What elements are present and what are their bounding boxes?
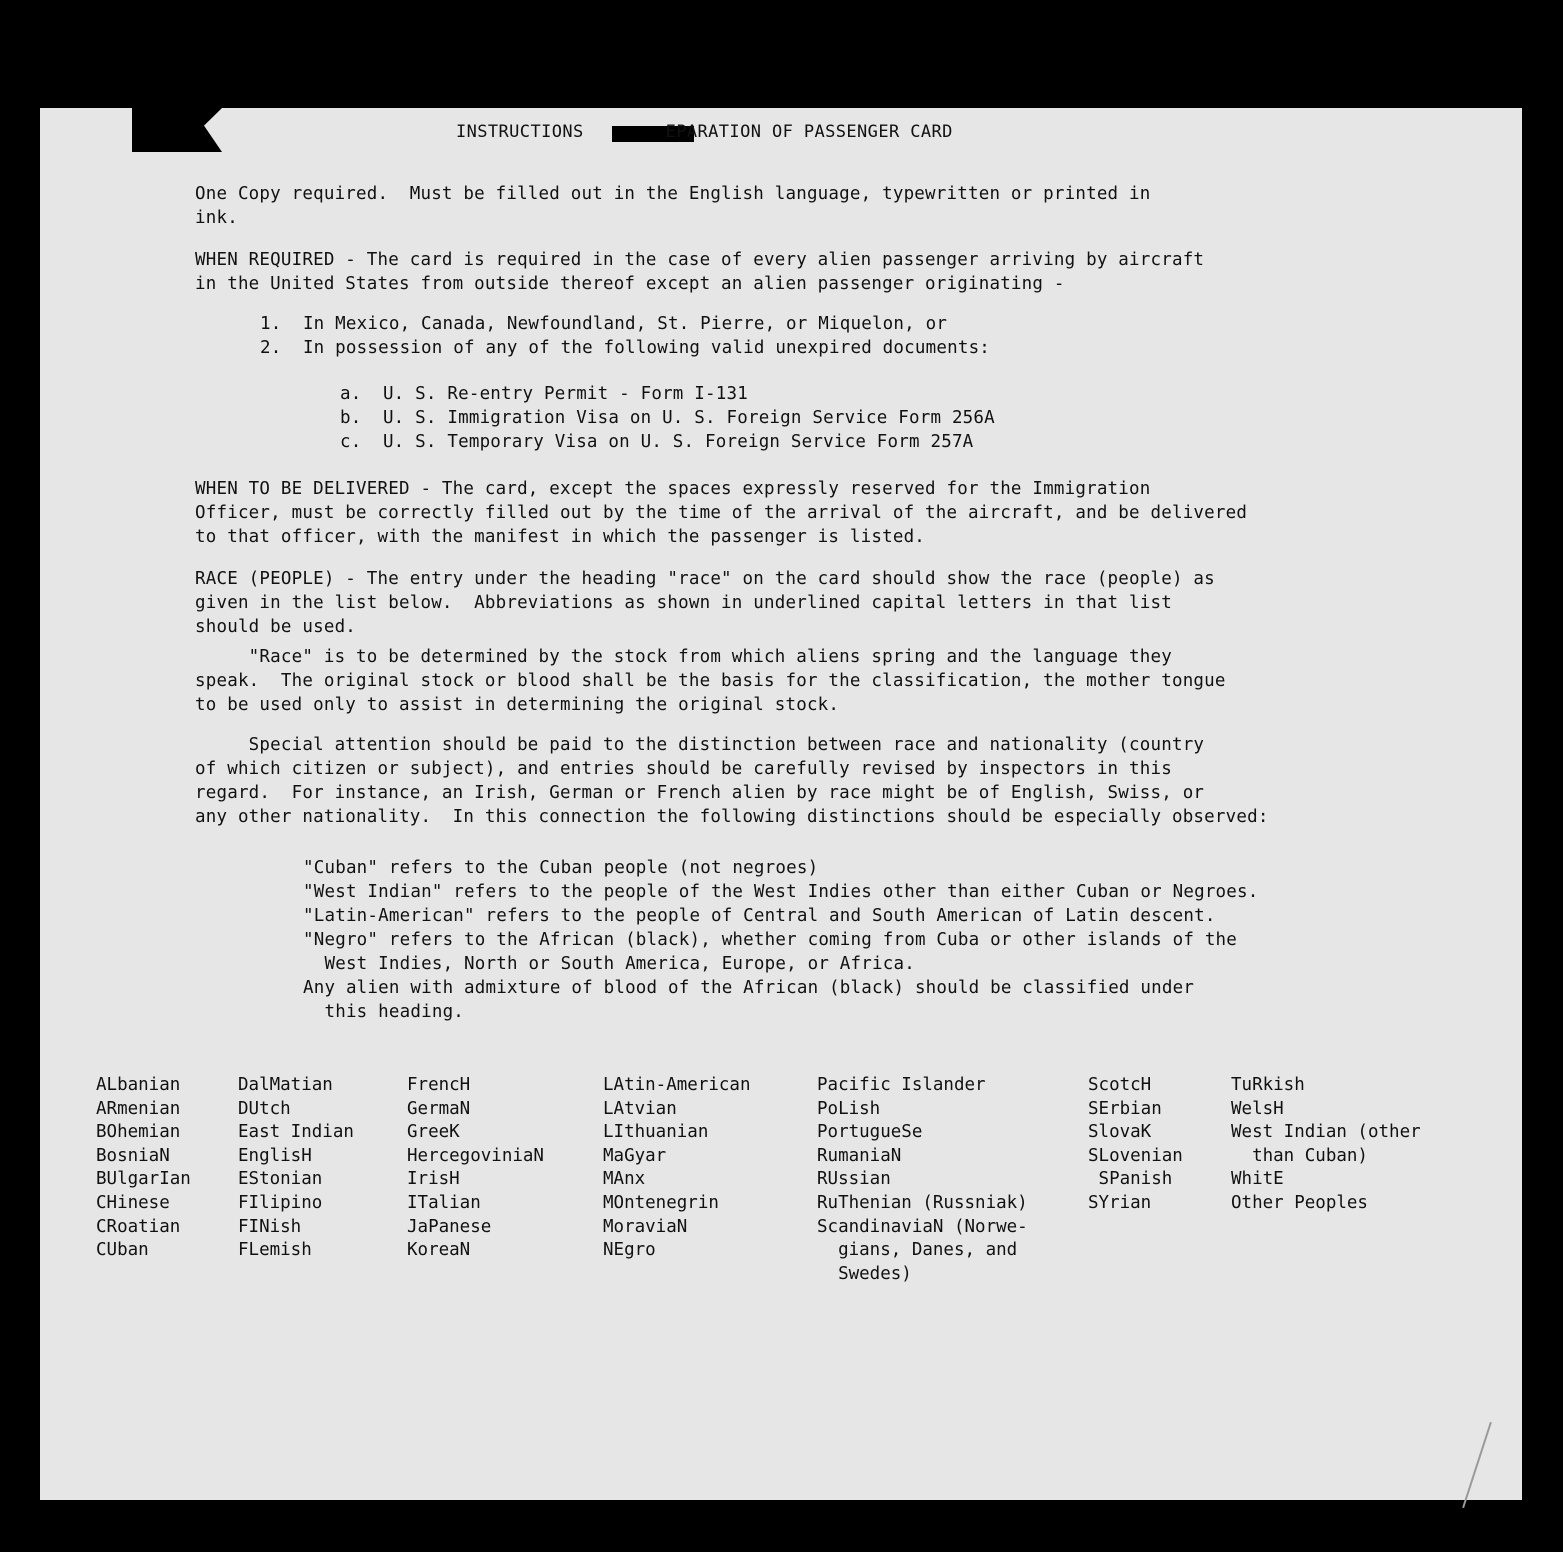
race-item: SYrian: [1088, 1192, 1152, 1213]
race-item: FINish: [238, 1216, 302, 1237]
race-item: HercegoviniaN: [407, 1145, 544, 1166]
race-column-3: [407, 1074, 544, 1263]
race-item: GreeK: [407, 1122, 460, 1143]
race-item: JaPanese: [407, 1216, 492, 1237]
race-item: BUlgarIan: [96, 1169, 191, 1190]
race-item: Pacific Islander: [817, 1075, 986, 1095]
race-column-4: [603, 1074, 751, 1263]
race-item: DUtch: [238, 1098, 291, 1119]
race-item: EStonian: [238, 1169, 323, 1190]
when-delivered-paragraph: WHEN TO BE DELIVERED - The card, except the spaces expressly reserved for the Immigration Officer, must be correctly filled out by the time of the arrival of the aircraft, and be delivered to that officer, with the manifest in which the passenger is listed.: [195, 479, 1248, 547]
race-item: RumaniaN: [817, 1145, 902, 1166]
race-item: FLemish: [238, 1240, 312, 1261]
race-item: ALbanian: [96, 1075, 181, 1095]
race-item: ScotcH: [1088, 1075, 1152, 1095]
race-item: LIthuanian: [603, 1122, 709, 1143]
race-item: MOntenegrin: [603, 1192, 719, 1213]
race-item: RUssian: [817, 1169, 891, 1190]
race-item: MaGyar: [603, 1145, 667, 1166]
race-item: ARmenian: [96, 1098, 181, 1119]
race-item: CHinese: [96, 1192, 170, 1213]
exceptions-list: 1. In Mexico, Canada, Newfoundland, St. Pierre, or Miquelon, or 2. In possession of any of the following valid unexpired documents:: [260, 314, 991, 358]
race-paragraph: RACE (PEOPLE) - The entry under the heading "race" on the card should show the race (people) as given in the list below. Abbreviations as shown in underlined capital letters in that list should be used.: [195, 569, 1215, 637]
race-item: WelsH: [1231, 1098, 1284, 1119]
race-item: BOhemian: [96, 1122, 181, 1143]
race-item: LAtin-American: [603, 1075, 751, 1095]
race-item: FrencH: [407, 1075, 471, 1095]
race-item: IrisH: [407, 1169, 460, 1190]
race-column-7: [1231, 1074, 1421, 1216]
race-item: EnglisH: [238, 1145, 312, 1166]
race-column-6: [1088, 1074, 1183, 1216]
race-item: CUban: [96, 1240, 149, 1261]
race-item: LAtvian: [603, 1098, 677, 1119]
race-item: West Indian (other: [1231, 1122, 1421, 1143]
race-item: WhitE: [1231, 1169, 1284, 1190]
race-item: SLovenian: [1088, 1145, 1183, 1166]
race-column-5: [817, 1074, 1028, 1286]
race-item: gians, Danes, and: [817, 1240, 1018, 1261]
race-column-1: [96, 1074, 191, 1263]
race-item: DalMatian: [238, 1075, 333, 1095]
race-item: PortugueSe: [817, 1122, 923, 1143]
race-item: KoreaN: [407, 1240, 471, 1261]
race-item: RuThenian (Russniak): [817, 1192, 1028, 1213]
race-item: SPanish: [1088, 1169, 1173, 1190]
intro-paragraph: One Copy required. Must be filled out in the English language, typewritten or printed in ink.: [195, 184, 1151, 228]
race-item: CRoatian: [96, 1216, 181, 1237]
special-attention-paragraph: Special attention should be paid to the distinction between race and nationality (country of which citizen or subject), and entries should be carefully revised by inspectors in this regard. For instance, an Irish, German or French alien by race might be of English, Swiss, or any other nationality. In this connection the following distinctions should be especially observed:: [195, 735, 1269, 827]
race-item: PoLish: [817, 1098, 881, 1119]
distinctions-list: "Cuban" refers to the Cuban people (not negroes) "West Indian" refers to the people of the West Indies other than either Cuban or Negroes. "Latin-American" refers to the people of Central and South American of Latin descent. "Negro" refers to the African (black), whether coming from Cuba or other islands of the West Indies, North or South America, Europe, or Africa. Any alien with admixture of blood of the African (black) should be classified under this heading.: [303, 858, 1259, 1022]
race-column-2: [238, 1074, 354, 1263]
race-item: than Cuban): [1231, 1145, 1368, 1166]
race-item: NEgro: [603, 1240, 656, 1261]
race-item: SErbian: [1088, 1098, 1162, 1119]
race-item: ScandinaviaN (Norwe-: [817, 1216, 1028, 1237]
race-item: MoraviaN: [603, 1216, 688, 1237]
race-item: ITalian: [407, 1192, 481, 1213]
race-item: BosniaN: [96, 1145, 170, 1166]
race-item: Other Peoples: [1231, 1192, 1368, 1213]
race-item: FIlipino: [238, 1192, 323, 1213]
race-item: SlovaK: [1088, 1122, 1152, 1143]
race-item: Swedes): [817, 1263, 912, 1284]
race-item: GermaN: [407, 1098, 471, 1119]
race-item: MAnx: [603, 1169, 646, 1190]
race-definition-paragraph: "Race" is to be determined by the stock from which aliens spring and the language they speak. The original stock or blood shall be the basis for the classification, the mother tongue to be used only to assist in determining the original stock.: [195, 647, 1226, 715]
page-title: INSTRUCTIONS EPARATION OF PASSENGER CARD: [456, 122, 953, 142]
documents-list: a. U. S. Re-entry Permit - Form I-131 b. U. S. Immigration Visa on U. S. Foreign Service Form 256A c. U. S. Temporary Visa on U. S. Foreign Service Form 257A: [340, 384, 995, 452]
race-item: TuRkish: [1231, 1075, 1305, 1095]
race-item: East Indian: [238, 1122, 354, 1143]
when-required-paragraph: WHEN REQUIRED - The card is required in the case of every alien passenger arriving by aircraft in the United States from outside thereof except an alien passenger originating -: [195, 250, 1205, 294]
